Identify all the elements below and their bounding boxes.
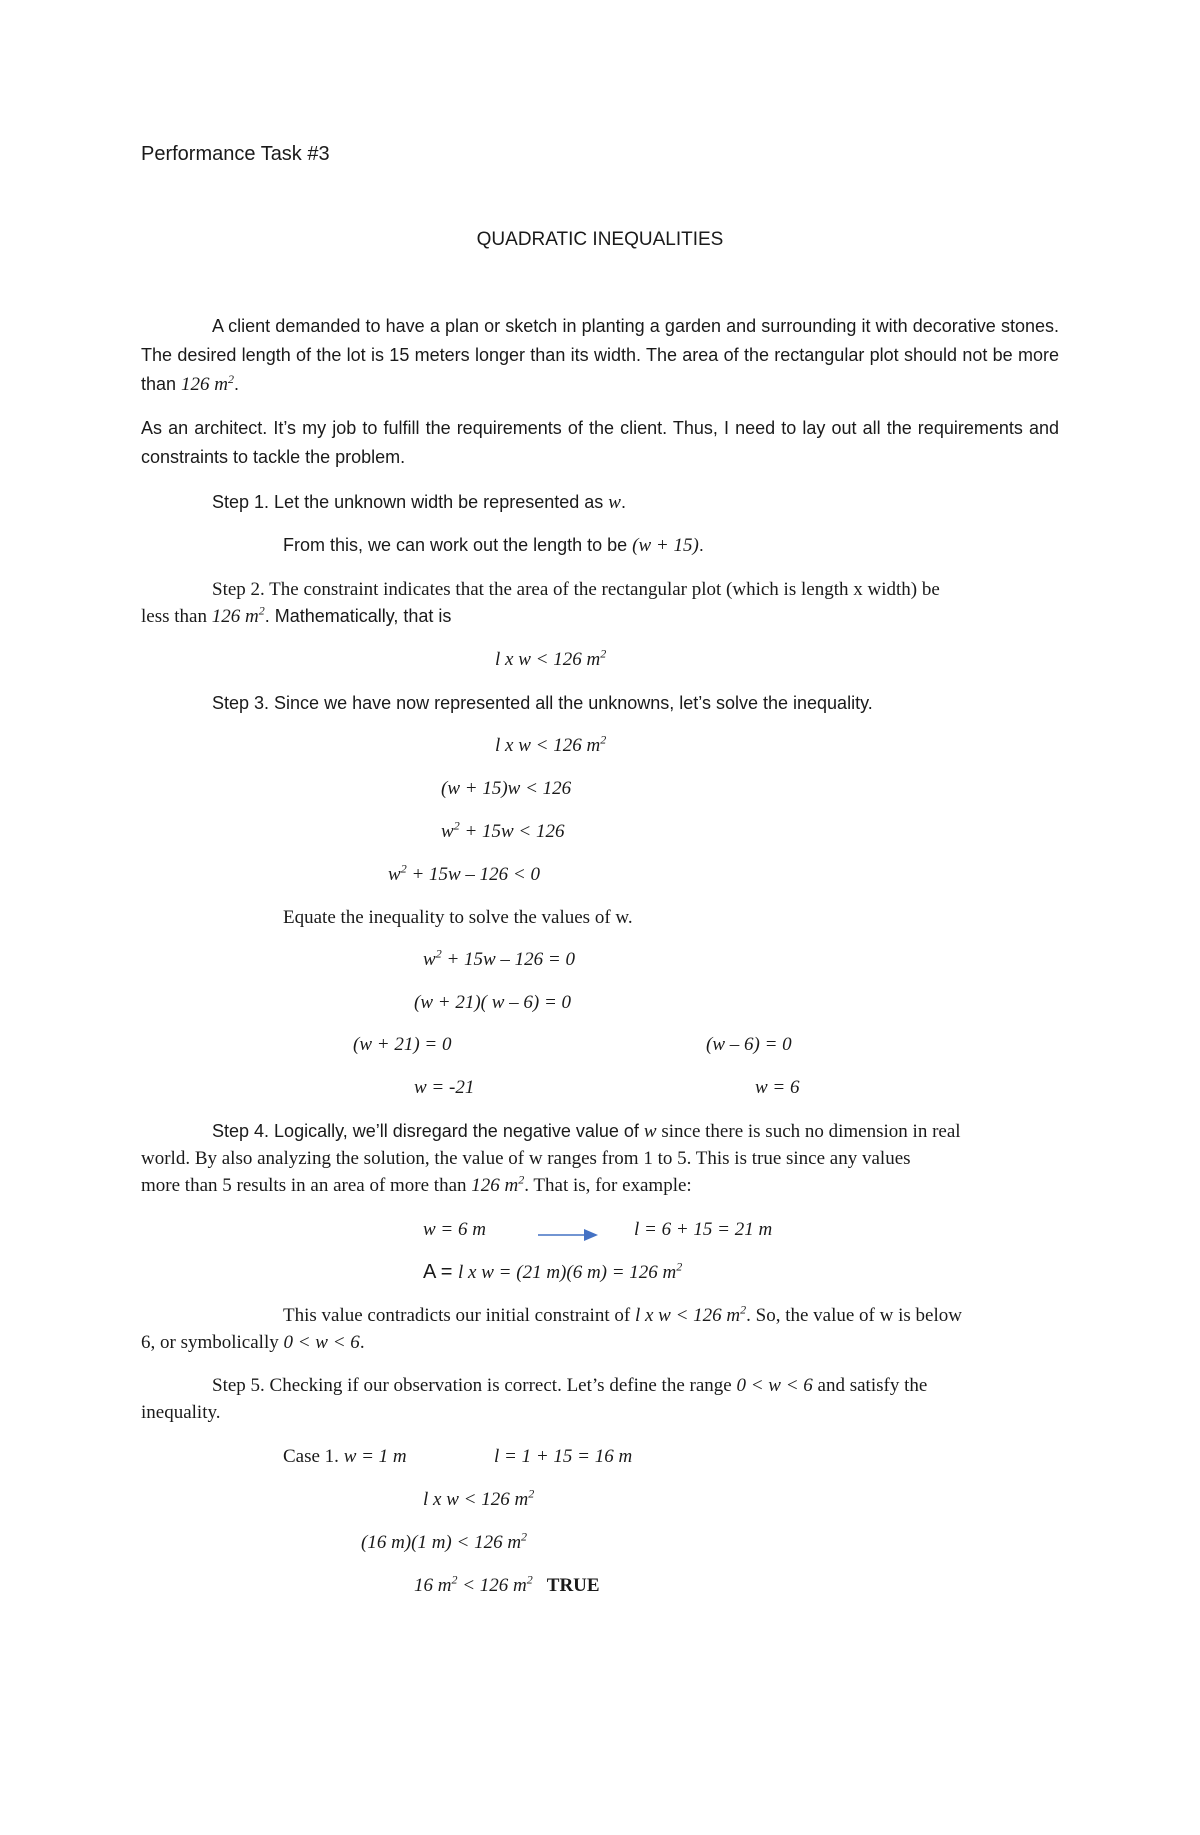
equation-line-1: $w^2 + 15w - 126 = 0$ — [423, 946, 576, 970]
case1-substitution: (16 m)(1 m) < 126 $m^2$ — [361, 1529, 528, 1553]
contradiction-line1: This value contradicts our initial constraint of l x w < 126 $m^2$. So, the value of w is below — [283, 1302, 962, 1326]
equation-root-right: (w – 6) = 0 — [706, 1034, 792, 1055]
page-title: QUADRATIC INEQUALITIES — [476, 229, 724, 250]
root-value-left: w = -21 — [414, 1077, 475, 1098]
step5-line1: Step 5. Checking if our observation is correct. Let’s define the range 0 < w < 6 and satisfy the — [212, 1375, 928, 1396]
example-area: A = l x w = (21 m)(6 m) = 126 $m^2$ — [423, 1259, 683, 1283]
true-verdict: TRUE — [546, 1575, 600, 1596]
step3-line: Step 3. Since we have now represented all the unknowns, let’s solve the inequality. — [212, 693, 873, 713]
equate-line: Equate the inequality to solve the values of w. — [283, 907, 633, 928]
step4-line2: world. By also analyzing the solution, the value of w ranges from 1 to 5. This is true since any values — [141, 1148, 911, 1169]
case1-label: Case 1. w = 1 m — [283, 1446, 407, 1467]
solve-line-3: $w^2 + 15w < 126$ — [441, 818, 565, 842]
case1-length: l = 1 + 15 = 16 m — [494, 1446, 633, 1467]
step4-line3: more than 5 results in an area of more than 126 $m^2$. That is, for example: — [141, 1172, 692, 1196]
page-heading: Performance Task #3 — [141, 143, 330, 165]
solve-line-1: l x w < 126 $m^2$ — [495, 732, 607, 756]
step1-line: Step 1. Let the unknown width be represented as w. — [212, 492, 626, 513]
step5-line2: inequality. — [141, 1402, 221, 1423]
contradiction-line2: 6, or symbolically 0 < w < 6. — [141, 1332, 365, 1353]
case1-inequality: l x w < 126 $m^2$ — [423, 1486, 535, 1510]
length-line: From this, we can work out the length to be (w + 15). — [283, 535, 704, 556]
intro-paragraph: A client demanded to have a plan or sketch in planting a garden and surrounding it with decorative stones. The desired length of the lot is 15 meters longer than its width. The area of the rectangular plot should not be more than 126 $m^2$. — [141, 316, 1059, 395]
solve-line-4: $w^2 + 15w - 126 < 0$ — [388, 861, 541, 885]
equation-line-2: (w + 21)( w – 6) = 0 — [414, 992, 572, 1013]
equation-root-left: (w + 21) = 0 — [353, 1034, 452, 1055]
step4-line1: Step 4. Logically, we’ll disregard the negative value of w since there is such no dimension in real — [212, 1121, 961, 1142]
solve-line-2: (w + 15)w < 126 — [441, 778, 572, 799]
root-value-right: w = 6 — [755, 1077, 800, 1098]
step2-line1: Step 2. The constraint indicates that the area of the rectangular plot (which is length x width) be — [212, 579, 940, 600]
example-width: w = 6 m — [423, 1219, 486, 1240]
architect-paragraph: As an architect. It’s my job to fulfill the requirements of the client. Thus, I need to lay out all the requirements and constraints to tackle the problem. — [141, 418, 1059, 467]
inequality-1: l x w < 126 $m^2$ — [495, 646, 607, 670]
arrow-right-icon — [538, 1227, 598, 1243]
step2-line2: less than 126 $m^2$. Mathematically, that is — [141, 603, 452, 627]
case1-result: 16 $m^2 < 126$ $m^2$ TRUE — [414, 1572, 600, 1596]
example-length: l = 6 + 15 = 21 m — [634, 1219, 773, 1240]
